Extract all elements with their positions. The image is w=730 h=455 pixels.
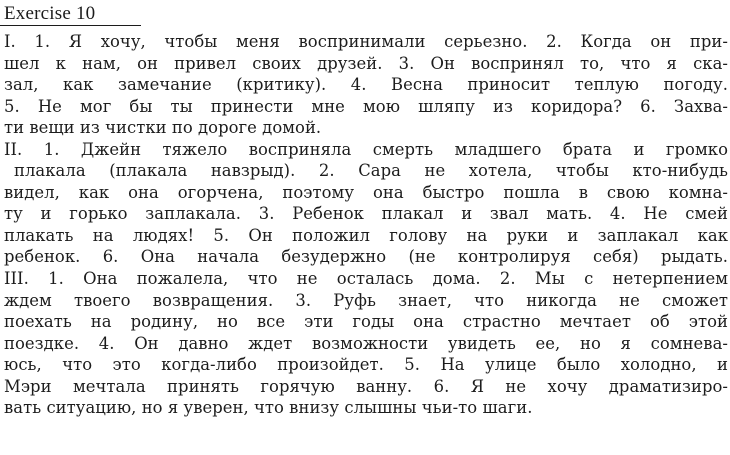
text-line: вать ситуацию, но я уверен, что внизу слышны чьи-то шаги. [4,398,533,418]
text-line: плакала (плакала навзрыд). 2. Сара не хотела, чтобы кто-нибудь [14,161,728,181]
text-line: шел к нам, он привел своих друзей. 3. Он воспринял то, что я ска- [4,53,728,73]
text-line: Мэри мечтала принять горячую ванну. 6. Я не хочу драматизиро- [4,376,728,396]
exercise-title: Exercise 10 [4,3,96,24]
text-line: ти вещи из чистки по дороге домой. [4,118,322,138]
text-line: видел, как она огорчена, поэтому она быстро пошла в свою комна- [4,182,728,202]
text-line: I. 1. Я хочу, чтобы меня воспринимали серьезно. 2. Когда он при- [4,32,728,51]
text-line: III. 1. Она пожалела, что не осталась дома. 2. Мы с нетерпением [4,269,728,289]
exercise-text [4,31,728,419]
text-line: поездке. 4. Он давно ждет возможности увидеть ее, но я сомнева- [4,333,728,353]
text-line: юсь, что это когда-либо произойдет. 5. На улице было холодно, и [4,355,728,375]
text-line: II. 1. Джейн тяжело восприняла смерть младшего брата и громко [4,139,728,159]
title-underline [0,25,141,26]
text-line: ждем твоего возвращения. 3. Руфь знает, что никогда не сможет [4,290,728,310]
text-line: плакать на людях! 5. Он положил голову на руки и заплакал как [4,225,728,245]
text-line: 5. Не мог бы ты принести мне мою шляпу из коридора? 6. Захва- [4,96,728,116]
text-line: зал, как замечание (критику). 4. Весна приносит теплую погоду. [4,75,728,95]
text-line: поехать на родину, но все эти годы она страстно мечтает об этой [4,312,728,332]
text-line: ту и горько заплакала. 3. Ребенок плакал и звал мать. 4. Не смей [4,204,728,224]
text-line: ребенок. 6. Она начала безудержно (не контролируя себя) рыдать. [4,247,728,267]
